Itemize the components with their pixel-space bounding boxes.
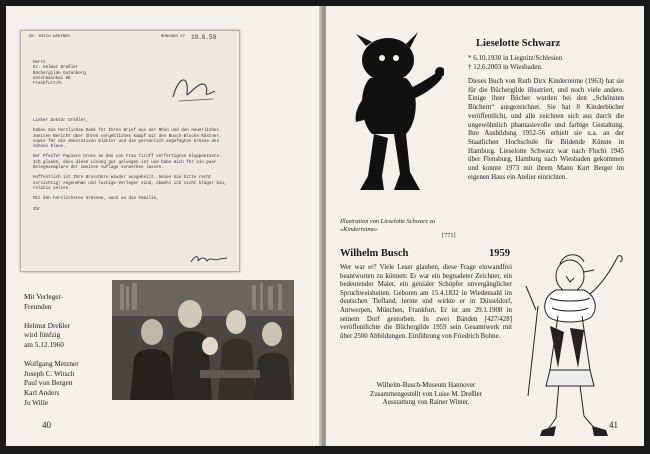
page-number-left: 40 [42,420,51,430]
busch-text: Wer war er? Viele Leser glauben, diese Frage einwandfrei beantworten zu können: Er war ein begnadeter Zeichner, ein bedeutender Maler, ein genialer Schöpfer unvergänglicher Spruchweisheiten. Geboren am 15.4.1832 in Wiedensahl im deutschen Tiefland, lernte und wirkte er in Düsseldorf, Antwerpen, München, Frankfurt. Er ist am 29.1.1908 in seinem Dorf gestorben. In zwei Bänden [427/428] veröffentlichte die Büchergilde 1959 sein Gesamtwerk mit über 2500 Abbildungen. Einführung von Friedrich Bohne. [340,264,512,340]
page-number-right: 41 [609,420,618,430]
caption-line: Jo Wille [24,397,49,407]
address-line: Büchergilde Gutenberg [33,71,86,76]
caption-line [24,311,104,321]
bio-date-line: † 12.6.2003 in Wiesbaden. [468,62,543,71]
bio-dates [468,54,618,72]
caption-line: Karl Anders [24,387,60,397]
group-photo [112,280,294,400]
right-page [326,6,644,446]
letter-date: 19.8.59 [191,34,217,41]
credit-line: Wilhelm-Busch-Museum Hannover [376,382,476,389]
caption-line: Mit Verleger- [24,292,64,301]
letterhead: DR. ERICH KÄSTNER [29,35,70,39]
letter-address [33,61,86,87]
busch-heading [340,248,510,259]
caption-line: wird fünfzig [24,330,61,340]
signature [189,253,229,265]
letterhead-right: MÜNCHEN 27 [161,35,186,39]
caption-line: Helmut Dreßler [24,320,70,330]
address-line: Dr. Helmut Dreßler [33,66,79,71]
bio-title: Lieselotte Schwarz [476,38,561,49]
handwritten-scribble [169,71,221,105]
letter-body [33,119,229,218]
address-line: Herrn [33,61,46,65]
credit-line: Ausstattung von Rainer Winter. [382,399,470,407]
illustration-number: [771] [442,232,456,239]
illustration-caption: Illustration von Lieselotte Schwarz zu »Kinderreime« [340,218,436,233]
group-photo-drawing [112,280,294,400]
letter-paragraph: haben Sie herzlichen Dank für Ihren Brief aus der Rhön und den neuerlichen zweiten Bericht über Ihren vergeblichen Kampf mit den Busch-Blocks Kästner, sowie für die dekorativen Blätter und die persönlich angefügten Grüsse des Sohnes Klaus. [33,129,222,150]
bio-date-line: * 6.10.1930 in Liegnitz/Schlesien [468,54,563,62]
caption-line: Paul von Bergen [24,378,73,388]
busch-title: Wilhelm Busch [340,248,409,259]
silhouette-illustration [348,30,444,200]
busch-caricature-drawing [514,246,632,442]
letter-facsimile [20,30,240,272]
address-line: Untermainkai 66 [33,76,71,81]
left-page [6,6,322,446]
busch-credits [340,382,512,408]
caption-line: Freunden [24,301,52,311]
letter-paragraph: Hoffentlich ist Ihre Broschüre wieder ausgeheilt. Seien Sie bitte recht vorsichtig! Angenehme und lustige Verleger sind, obwohl ich nicht kläger bin, relativ selten. [33,176,227,191]
caption-line [24,350,104,360]
busch-year: 1959 [489,248,510,259]
caption-line: Joseph C. Witsch [24,368,75,378]
caption-line: am 5.12.1960 [24,339,64,349]
credit-line: Zusammengestellt von Luise M. Dreßler [370,390,482,398]
caption-line: Wolfgang Metzner [24,359,79,369]
photo-caption [24,292,104,407]
salutation: Lieber Doktor Dreßler, [33,119,89,123]
address-line: Frankfurt/M. [33,82,64,87]
letter-paragraph: Der Pfeifer Papiere Grüss an den von Frau Tiroff verfertigten Klappentexte. Ich glaube, dass diese Lösung gut gelungen ist und habe mich für ein paar Belegexemplare der zweiten Auflage vormerken lassen. [33,155,222,171]
letter-closing: Ihr [33,207,41,212]
bio-text: Dieses Buch von Ruth Dirx Kinderreime (1963) hat sie für die Büchergilde illustriert, und noch viele andere. Einige ihrer Bücher wurden bei den „Schönsten Büchern“ ausgezeichnet. Sie hat 8 Kinderbücher veröffentlicht, und alle zeichnen sich aus durch die ungewöhnlich phantasievolle und farbige Gestaltung. Ihre Ausbildung 1952-56 erhielt sie u.a. an der Staatlichen Hochschule für Bildende Künste in Hamburg. Lieselotte Schwarz war nach Flucht 1945 über Flensburg, Hamburg nach Wiesbaden gekommen und konnte 1973 mit ihrem Mann Kurt Berger im eigenen Haus ein Atelier einrichten. [468,78,624,181]
letter-paragraph: Mit den herzlichsten Grüssen, auch an die Familie, [33,197,159,202]
